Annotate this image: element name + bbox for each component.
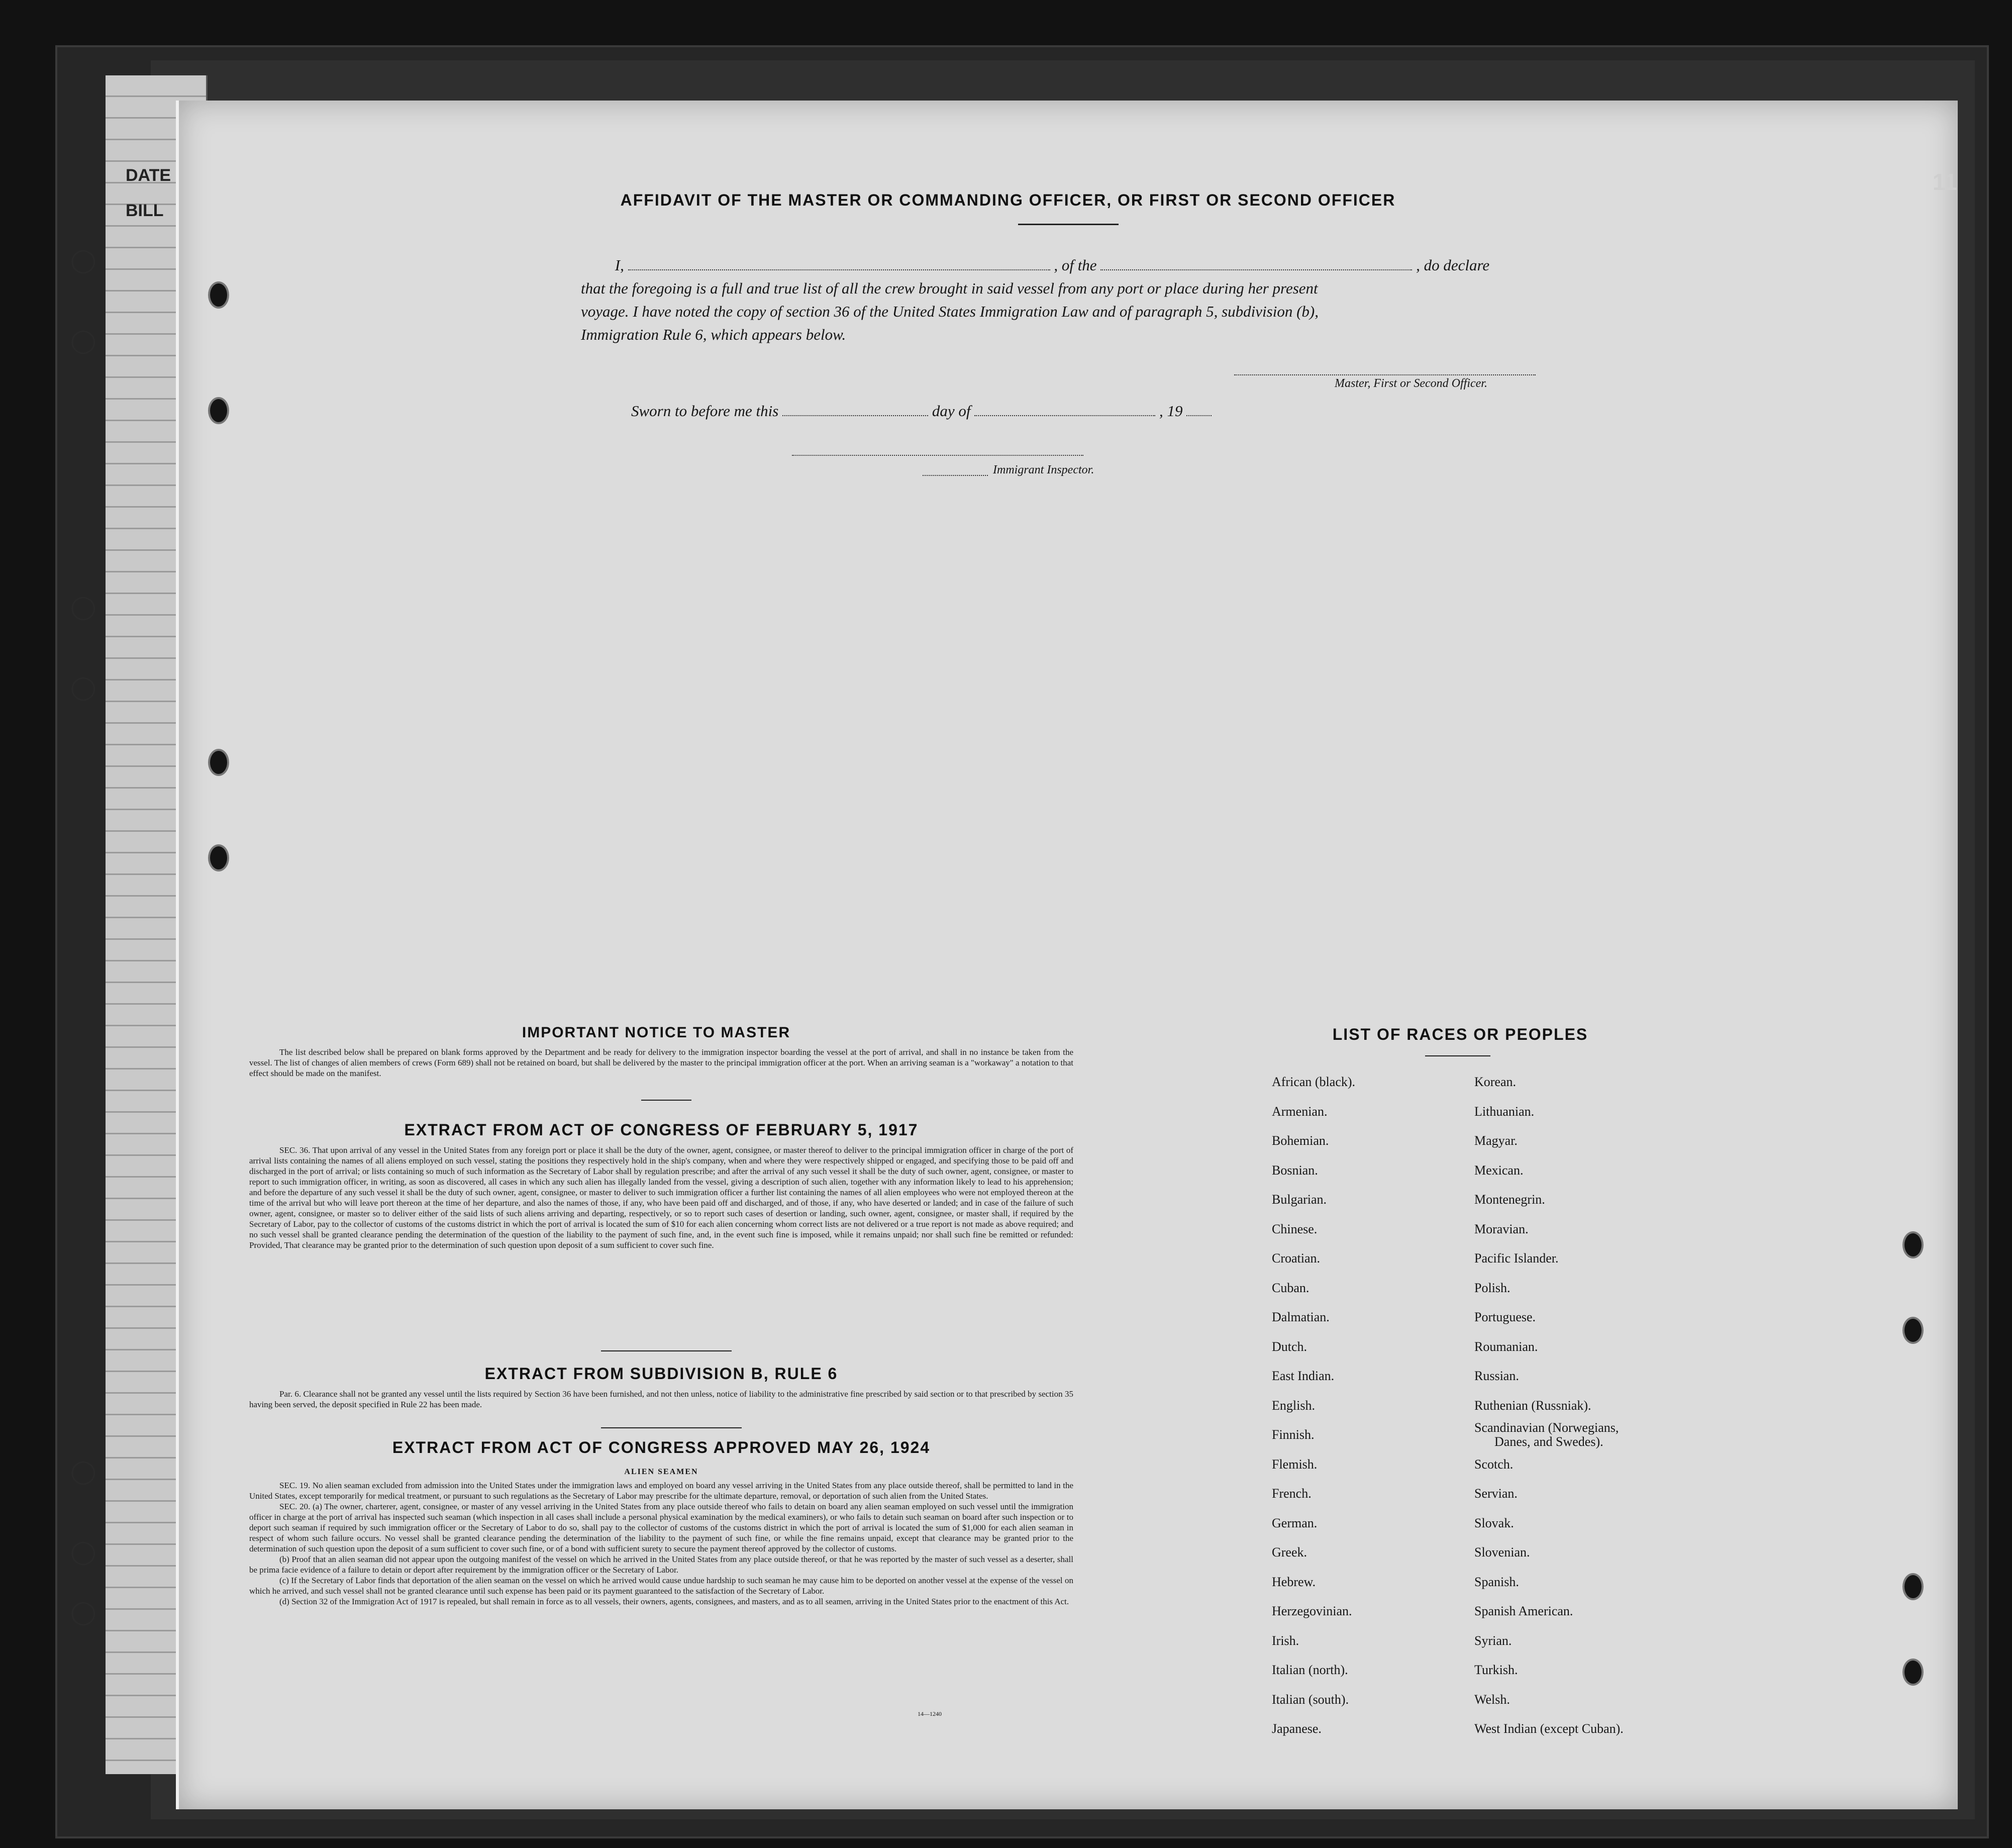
race-item: Bohemian.	[1272, 1133, 1329, 1148]
section-20c-text: (c) If the Secretary of Labor finds that deportation of the alien seaman on the vessel on which he arrived would cause undue hardship to such seaman he may cause him to be deported on another vessel at the expense of the vessel on which he arrived, and such vessel shall not be granted clearance until such expense has been paid or its payment guaranteed to the satisfaction of the Secretary of Labor.	[249, 1576, 1073, 1596]
declaration-line-2: that the foregoing is a full and true list of all the crew brought in said vessel from any port or place during her present	[581, 279, 1318, 297]
notice-text: The list described below shall be prepared on blank forms approved by the Department and be ready for delivery to the immigration inspector boarding the vessel at the port of arrival, and shall in no instance be taken from the vessel. The list of changes of alien members of crews (Form 689) shall not be retained on board, but shall be delivered by the master to the principal immigration officer at the port. When an arriving seaman is a "workaway" a notation to that effect should be made on the manifest.	[249, 1047, 1073, 1078]
margin-stub-label-date: DATE	[126, 166, 171, 185]
race-item: Ruthenian (Russniak).	[1474, 1398, 1591, 1413]
notice-title: IMPORTANT NOTICE TO MASTER	[522, 1024, 791, 1041]
declaration-vessel-text: , of the	[1054, 256, 1097, 274]
sworn-year-blank[interactable]	[1186, 415, 1212, 416]
margin-ring-mark: ◯	[70, 247, 96, 273]
sworn-day-of: day of	[932, 402, 971, 420]
race-item: Greek.	[1272, 1545, 1307, 1560]
race-item: Mexican.	[1474, 1162, 1524, 1178]
rule-6-title: EXTRACT FROM SUBDIVISION B, RULE 6	[484, 1365, 838, 1383]
extract-1924-text	[249, 1480, 1073, 1607]
notice-rule	[641, 1100, 691, 1101]
margin-ring-mark: ◯	[70, 674, 96, 700]
extract-1917-title: EXTRACT FROM ACT OF CONGRESS OF FEBRUARY 5, 1917	[404, 1121, 919, 1139]
race-item: Spanish.	[1474, 1574, 1519, 1589]
form-number: 14—1240	[918, 1710, 942, 1717]
race-item: Syrian.	[1474, 1633, 1512, 1648]
sworn-day-blank[interactable]	[782, 415, 928, 416]
binder-hole	[1902, 1659, 1924, 1686]
inspector-short-line	[923, 475, 988, 476]
race-item: Chinese.	[1272, 1221, 1318, 1236]
race-item-scandinavian-cont: Danes, and Swedes).	[1494, 1434, 1603, 1449]
binder-hole	[1902, 1317, 1924, 1344]
affidavit-title: AFFIDAVIT OF THE MASTER OR COMMANDING OFFICER, OR FIRST OR SECOND OFFICER	[620, 191, 1396, 209]
declaration-start-text: I,	[615, 256, 624, 274]
race-item: Slovak.	[1474, 1515, 1514, 1530]
extract-1924-title: EXTRACT FROM ACT OF CONGRESS APPROVED MAY 26, 1924	[392, 1438, 931, 1456]
race-item: Moravian.	[1474, 1221, 1529, 1236]
race-item: East Indian.	[1272, 1369, 1335, 1383]
race-item: Herzegovinian.	[1272, 1604, 1352, 1618]
declaration-line-4: Immigration Rule 6, which appears below.	[581, 326, 846, 343]
race-item: Armenian.	[1272, 1104, 1328, 1119]
inspector-signature-line[interactable]	[792, 455, 1083, 456]
race-item: Flemish.	[1272, 1456, 1318, 1472]
race-item: German.	[1272, 1515, 1318, 1530]
section-19-text: SEC. 19. No alien seaman excluded from admission into the United States under the immigration laws and employed on board any vessel arriving in the United States from any place outside thereof, shall be permitted to land in the United States, except temporarily for medical treatment, or pursuant to such regulations as the Secretary of Labor may prescribe for the ultimate departure, removal, or deportation of such alien from the United States.	[249, 1481, 1073, 1501]
race-item: Roumanian.	[1474, 1339, 1538, 1354]
margin-ring-mark: ◯	[70, 328, 96, 353]
race-item: Hebrew.	[1272, 1574, 1316, 1589]
declaration-end-text: , do declare	[1416, 256, 1490, 274]
race-item: French.	[1272, 1486, 1312, 1501]
master-signature-line[interactable]	[1234, 374, 1536, 375]
margin-ring-mark: ◯	[70, 1458, 96, 1484]
binder-hole	[208, 281, 229, 309]
declaration-line-3: voyage. I have noted the copy of section 36 of the United States Immigration Law and of paragraph 5, subdivision (b),	[581, 303, 1319, 320]
rule-6-rule	[601, 1427, 742, 1428]
binder-hole	[208, 749, 229, 776]
sworn-statement	[631, 402, 1212, 420]
affidavit-declaration	[581, 254, 1561, 346]
race-item: Dalmatian.	[1272, 1310, 1330, 1324]
race-item: English.	[1272, 1398, 1315, 1413]
binder-hole	[1902, 1231, 1924, 1258]
race-item: Japanese.	[1272, 1721, 1322, 1736]
race-item	[1474, 1420, 1624, 1450]
binder-hole	[1902, 1573, 1924, 1600]
extract-1917-text: SEC. 36. That upon arrival of any vessel in the United States from any foreign port or place it shall be the duty of the owner, agent, consignee, or master thereof to deliver to the principal immigration officer in charge of the port of arrival lists containing the names of all aliens employed on such vessel, stating the positions they respectively hold in the ship's company, when and where they were respectively shipped or engaged, and specifying those to be paid off and discharged in the port of arrival; or lists containing so much of such information as the Secretary of Labor shall by regulation prescribe; and after the arrival of any such vessel it shall be the duty of such owner, agent, consignee, or master to report to such immigration officer, in writing, as soon as discovered, all cases in which any such alien has illegally landed from the vessel, giving a description of such alien, together with any information likely to lead to his apprehension; and before the departure of any such vessel it shall be the duty of such owner, agent, consignee, or master to deliver to such immigration officer a further list containing the names of all alien employees who were not employed thereon at the time of the arrival but who will leave port thereon at the time of her departure, and also the names of those, if any, who have been paid off and discharged, and of those, if any, who have deserted or landed; and in case of the failure of such owner, agent, consignee, or master so to deliver either of the said lists of such aliens arriving and departing, respectively, or so to report such cases of desertion or landing, such owner, agent, consignee, or master shall, if required by the Secretary of Labor, pay to the collector of customs of the customs district in which the port of arrival is located the sum of $10 for each alien concerning whom correct lists are not delivered or a true report is not made as above required; and no such vessel shall be granted clearance pending the determination of the question of the liability to the payment of such fine, and, in the event such fine is imposed, while it remains unpaid; nor shall such fine be remitted or refunded: Provided, That clearance may be granted prior to the determination of such question upon deposit of a sum sufficient to cover such fine.	[249, 1145, 1073, 1250]
race-item: Welsh.	[1474, 1692, 1510, 1707]
races-title-rule	[1425, 1055, 1490, 1056]
race-item: Croatian.	[1272, 1251, 1321, 1266]
race-item: Montenegrin.	[1474, 1192, 1545, 1207]
race-item: Irish.	[1272, 1633, 1299, 1648]
master-signature-label: Master, First or Second Officer.	[1335, 377, 1487, 390]
extract-1917-rule	[601, 1350, 732, 1351]
margin-ring-mark: ◯	[70, 594, 96, 620]
races-title: LIST OF RACES OR PEOPLES	[1332, 1025, 1588, 1043]
race-item: Scotch.	[1474, 1456, 1514, 1472]
race-item: Bosnian.	[1272, 1162, 1318, 1178]
margin-stub-label-bill: BILL	[126, 201, 164, 220]
race-item-scandinavian: Scandinavian (Norwegians,	[1474, 1420, 1619, 1435]
race-item: African (black).	[1272, 1075, 1356, 1089]
race-item: Korean.	[1474, 1075, 1517, 1089]
rule-6-text: Par. 6. Clearance shall not be granted any vessel until the lists required by Section 36 have been furnished, and not then unless, notice of liability to the administrative fine prescribed by said section or to that prescribed by section 35 having been served, the deposit specified in Rule 22 has been made.	[249, 1389, 1073, 1409]
race-item: Russian.	[1474, 1369, 1519, 1383]
vessel-name-blank[interactable]	[1100, 269, 1412, 270]
officer-name-blank[interactable]	[628, 269, 1050, 270]
races-left-column	[1272, 1067, 1355, 1744]
binder-hole	[208, 844, 229, 871]
race-item: West Indian (except Cuban).	[1474, 1721, 1624, 1736]
race-item: Lithuanian.	[1474, 1104, 1535, 1119]
race-item: Pacific Islander.	[1474, 1251, 1559, 1266]
races-right-column	[1474, 1067, 1624, 1744]
race-item: Slovenian.	[1474, 1545, 1530, 1560]
margin-ring-mark: ◯	[70, 1599, 96, 1625]
race-item: Bulgarian.	[1272, 1192, 1327, 1207]
race-item: Italian (south).	[1272, 1692, 1349, 1707]
inspector-label: Immigrant Inspector.	[993, 463, 1094, 476]
title-rule	[1018, 224, 1119, 225]
alien-seamen-subtitle: ALIEN SEAMEN	[624, 1468, 698, 1476]
section-20b-text: (b) Proof that an alien seaman did not appear upon the outgoing manifest of the vessel on which he arrived in the United States from any place outside thereof, or that he was reported by the master of such vessel as a deserter, shall be prima facie evidence of a failure to detain or deport after requirement by the immigration officer or the Secretary of Labor.	[249, 1554, 1073, 1575]
race-item: Portuguese.	[1474, 1310, 1536, 1324]
race-item: Magyar.	[1474, 1133, 1518, 1148]
sworn-prefix: Sworn to before me this	[631, 402, 779, 420]
form-page	[176, 101, 1958, 1809]
race-item: Dutch.	[1272, 1339, 1307, 1354]
race-item: Spanish American.	[1474, 1604, 1573, 1618]
race-item: Turkish.	[1474, 1663, 1518, 1677]
race-item: Polish.	[1474, 1280, 1511, 1295]
race-item: Finnish.	[1272, 1427, 1315, 1442]
binder-hole	[208, 397, 229, 424]
margin-ring-mark: ◯	[70, 1539, 96, 1565]
race-item: Italian (north).	[1272, 1663, 1348, 1677]
sworn-year-label: , 19	[1159, 402, 1183, 420]
race-item: Cuban.	[1272, 1280, 1310, 1295]
sworn-month-blank[interactable]	[974, 415, 1155, 416]
page-number: 11	[1933, 169, 1957, 195]
section-20d-text: (d) Section 32 of the Immigration Act of 1917 is repealed, but shall remain in force as to all vessels, their owners, agents, consignees, and masters, and as to all seamen, arriving in the United States prior to the enactment of this Act.	[279, 1597, 1069, 1606]
race-item: Servian.	[1474, 1486, 1518, 1501]
section-20a-text: SEC. 20. (a) The owner, charterer, agent, consignee, or master of any vessel arriving in the United States from any place outside thereof who fails to detain on board any alien seaman employed on such vessel until the immigration officer in charge at the port of arrival has inspected such seaman (which inspection in all cases shall include a personal physical examination by the medical examiners), or who fails to detain such seaman on board after such inspection or to deport such seaman if required by such immigration officer or the Secretary of Labor to do so, shall pay to the collector of customs of the customs district in which the port of arrival is located the sum of $1,000 for each alien seaman in respect of whom such failure occurs. No vessel shall be granted clearance pending the determination of the liability to the payment of such fine, or while the fine remains unpaid, except that clearance may be granted prior to the determination of such question upon the deposit of a sum sufficient to cover such fine, or of a bond with sufficient surety to secure the payment thereof approved by the collector of customs.	[249, 1502, 1073, 1553]
